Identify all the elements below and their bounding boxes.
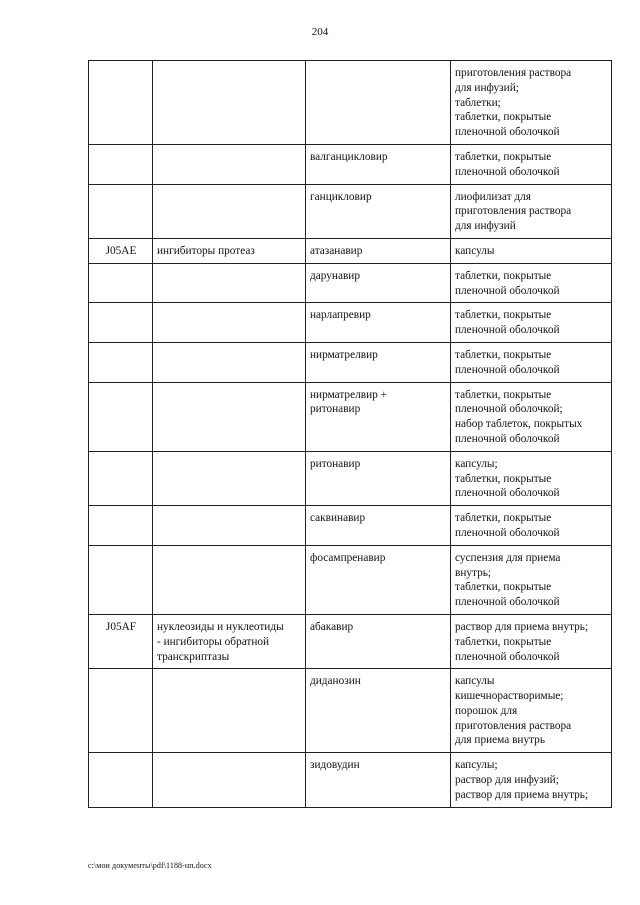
group-name-cell: [153, 342, 306, 382]
atc-code-cell: [89, 506, 153, 546]
dosage-forms-line: пленочной оболочкой: [455, 324, 560, 337]
dosage-forms-line: таблетки, покрытые: [455, 581, 552, 594]
atc-code-cell: [89, 545, 153, 614]
group-name-line: нуклеозиды и нуклеотиды: [157, 620, 284, 633]
dosage-forms-line: кишечнорастворимые;: [455, 690, 564, 703]
dosage-forms-line: приготовления раствора: [455, 205, 572, 218]
table-row: [89, 342, 612, 382]
dosage-forms-line: пленочной оболочкой: [455, 650, 560, 663]
dosage-forms-line: раствор для инфузий;: [455, 774, 559, 787]
drug-name-line: нирматрелвир: [310, 348, 378, 361]
table-row: [89, 506, 612, 546]
group-name-cell: [153, 303, 306, 343]
drug-name-cell: [306, 614, 451, 668]
dosage-forms-line: набор таблеток, покрытых: [455, 418, 583, 431]
table-row: [89, 382, 612, 451]
atc-code-cell: [89, 753, 153, 807]
drug-name-line: атазанавир: [310, 244, 363, 257]
dosage-forms-line: приготовления раствора: [455, 67, 572, 79]
dosage-forms-line: таблетки, покрытые: [455, 269, 552, 282]
table-row: [89, 144, 612, 184]
table-row: [89, 303, 612, 343]
dosage-forms-line: таблетки, покрытые: [455, 512, 552, 525]
dosage-forms-line: раствор для приема внутрь;: [455, 788, 589, 801]
dosage-forms-line: для инфузий;: [455, 81, 519, 94]
dosage-forms-line: таблетки, покрытые: [455, 348, 552, 361]
atc-code-cell: J05AF: [89, 614, 153, 668]
drug-name-line: дарунавир: [310, 269, 360, 282]
drug-name-line: абакавир: [310, 620, 354, 633]
table-row: [89, 545, 612, 614]
atc-code-cell: [89, 342, 153, 382]
drug-name-line: нарлапревир: [310, 309, 371, 322]
footer-file-path: c:\мои документы\pdf\1188-нп.docx: [88, 861, 212, 870]
dosage-forms-line: раствор для приема внутрь;: [455, 620, 589, 633]
drug-name-cell: [306, 669, 451, 753]
drug-name-line: ритонавир: [310, 403, 361, 416]
dosage-forms-cell: [451, 303, 612, 343]
atc-code-cell: [89, 144, 153, 184]
atc-code-cell: [89, 382, 153, 451]
table-row: [89, 614, 612, 668]
dosage-forms-line: капсулы;: [455, 457, 498, 470]
group-name-cell: [153, 669, 306, 753]
drug-name-line: ганцикловир: [310, 190, 372, 203]
group-name-cell: [153, 545, 306, 614]
group-name-cell: [153, 451, 306, 505]
dosage-forms-cell: [451, 614, 612, 668]
drug-name-cell: [306, 342, 451, 382]
dosage-forms-line: таблетки, покрытые: [455, 635, 552, 648]
drug-name-line: нирматрелвир +: [310, 388, 387, 401]
table-row: [89, 669, 612, 753]
dosage-forms-cell: [451, 144, 612, 184]
drug-name-cell: [306, 263, 451, 303]
atc-code-cell: J05AE: [89, 238, 153, 263]
group-name-cell: [153, 61, 306, 145]
dosage-forms-cell: [451, 382, 612, 451]
drug-name-cell: [306, 184, 451, 238]
group-name-cell: [153, 238, 306, 263]
group-name-line: ингибиторы протеаз: [157, 244, 255, 257]
drug-name-cell: [306, 382, 451, 451]
atc-code-cell: [89, 263, 153, 303]
drug-name-line: зидовудин: [310, 759, 360, 772]
group-name-cell: [153, 506, 306, 546]
dosage-forms-line: суспензия для приема: [455, 551, 561, 564]
group-name-cell: [153, 382, 306, 451]
dosage-forms-line: пленочной оболочкой: [455, 165, 560, 178]
dosage-forms-cell: [451, 753, 612, 807]
group-name-line: транскриптазы: [157, 650, 230, 663]
group-name-cell: [153, 184, 306, 238]
group-name-cell: [153, 263, 306, 303]
table-row: [89, 753, 612, 807]
dosage-forms-cell: [451, 669, 612, 753]
drug-name-cell: [306, 61, 451, 145]
table-row: [89, 61, 612, 145]
table-row: [89, 451, 612, 505]
dosage-forms-line: пленочной оболочкой: [455, 432, 560, 445]
drug-name-line: саквинавир: [310, 512, 366, 525]
atc-code-cell: [89, 303, 153, 343]
drug-name-cell: [306, 753, 451, 807]
group-name-line: - ингибиторы обратной: [157, 635, 270, 648]
dosage-forms-line: пленочной оболочкой: [455, 126, 560, 139]
dosage-forms-line: пленочной оболочкой: [455, 363, 560, 376]
dosage-forms-line: пленочной оболочкой;: [455, 403, 563, 416]
dosage-forms-cell: [451, 263, 612, 303]
dosage-forms-cell: [451, 506, 612, 546]
dosage-forms-cell: [451, 184, 612, 238]
dosage-forms-line: для приема внутрь: [455, 734, 545, 747]
drug-name-cell: [306, 545, 451, 614]
dosage-forms-line: таблетки, покрытые: [455, 472, 552, 485]
dosage-forms-cell: [451, 545, 612, 614]
dosage-forms-line: таблетки, покрытые: [455, 111, 552, 124]
dosage-forms-cell: [451, 342, 612, 382]
drug-name-cell: [306, 303, 451, 343]
drug-name-line: фосампренавир: [310, 551, 386, 564]
group-name-cell: [153, 614, 306, 668]
dosage-forms-line: капсулы: [455, 244, 495, 257]
drug-name-cell: [306, 238, 451, 263]
table-row: [89, 238, 612, 263]
dosage-forms-line: капсулы;: [455, 759, 498, 772]
atc-code-cell: [89, 61, 153, 145]
dosage-forms-line: капсулы: [455, 675, 495, 688]
table-row: [89, 263, 612, 303]
drug-name-cell: [306, 451, 451, 505]
dosage-forms-line: внутрь;: [455, 566, 492, 579]
dosage-forms-line: пленочной оболочкой: [455, 487, 560, 500]
dosage-forms-line: пленочной оболочкой: [455, 284, 560, 297]
dosage-forms-line: лиофилизат для: [455, 190, 531, 203]
dosage-forms-cell: [451, 238, 612, 263]
drug-name-cell: [306, 506, 451, 546]
table-body: [89, 61, 612, 808]
dosage-forms-line: порошок для: [455, 704, 518, 717]
dosage-forms-line: для инфузий: [455, 220, 516, 233]
drug-table: [88, 60, 612, 808]
dosage-forms-line: приготовления раствора: [455, 719, 572, 732]
group-name-cell: [153, 144, 306, 184]
dosage-forms-line: пленочной оболочкой: [455, 526, 560, 539]
atc-code-cell: [89, 451, 153, 505]
page-number: 204: [311, 26, 329, 38]
dosage-forms-cell: [451, 61, 612, 145]
dosage-forms-cell: [451, 451, 612, 505]
dosage-forms-line: таблетки, покрытые: [455, 309, 552, 322]
table-row: [89, 184, 612, 238]
drug-name-line: ритонавир: [310, 457, 361, 470]
dosage-forms-line: таблетки, покрытые: [455, 388, 552, 401]
dosage-forms-line: таблетки, покрытые: [455, 150, 552, 163]
atc-code-cell: [89, 184, 153, 238]
drug-name-cell: [306, 144, 451, 184]
dosage-forms-line: таблетки;: [455, 96, 501, 109]
atc-code-cell: [89, 669, 153, 753]
drug-name-line: валганцикловир: [310, 150, 388, 163]
dosage-forms-line: пленочной оболочкой: [455, 596, 560, 609]
group-name-cell: [153, 753, 306, 807]
drug-name-line: диданозин: [310, 675, 361, 688]
